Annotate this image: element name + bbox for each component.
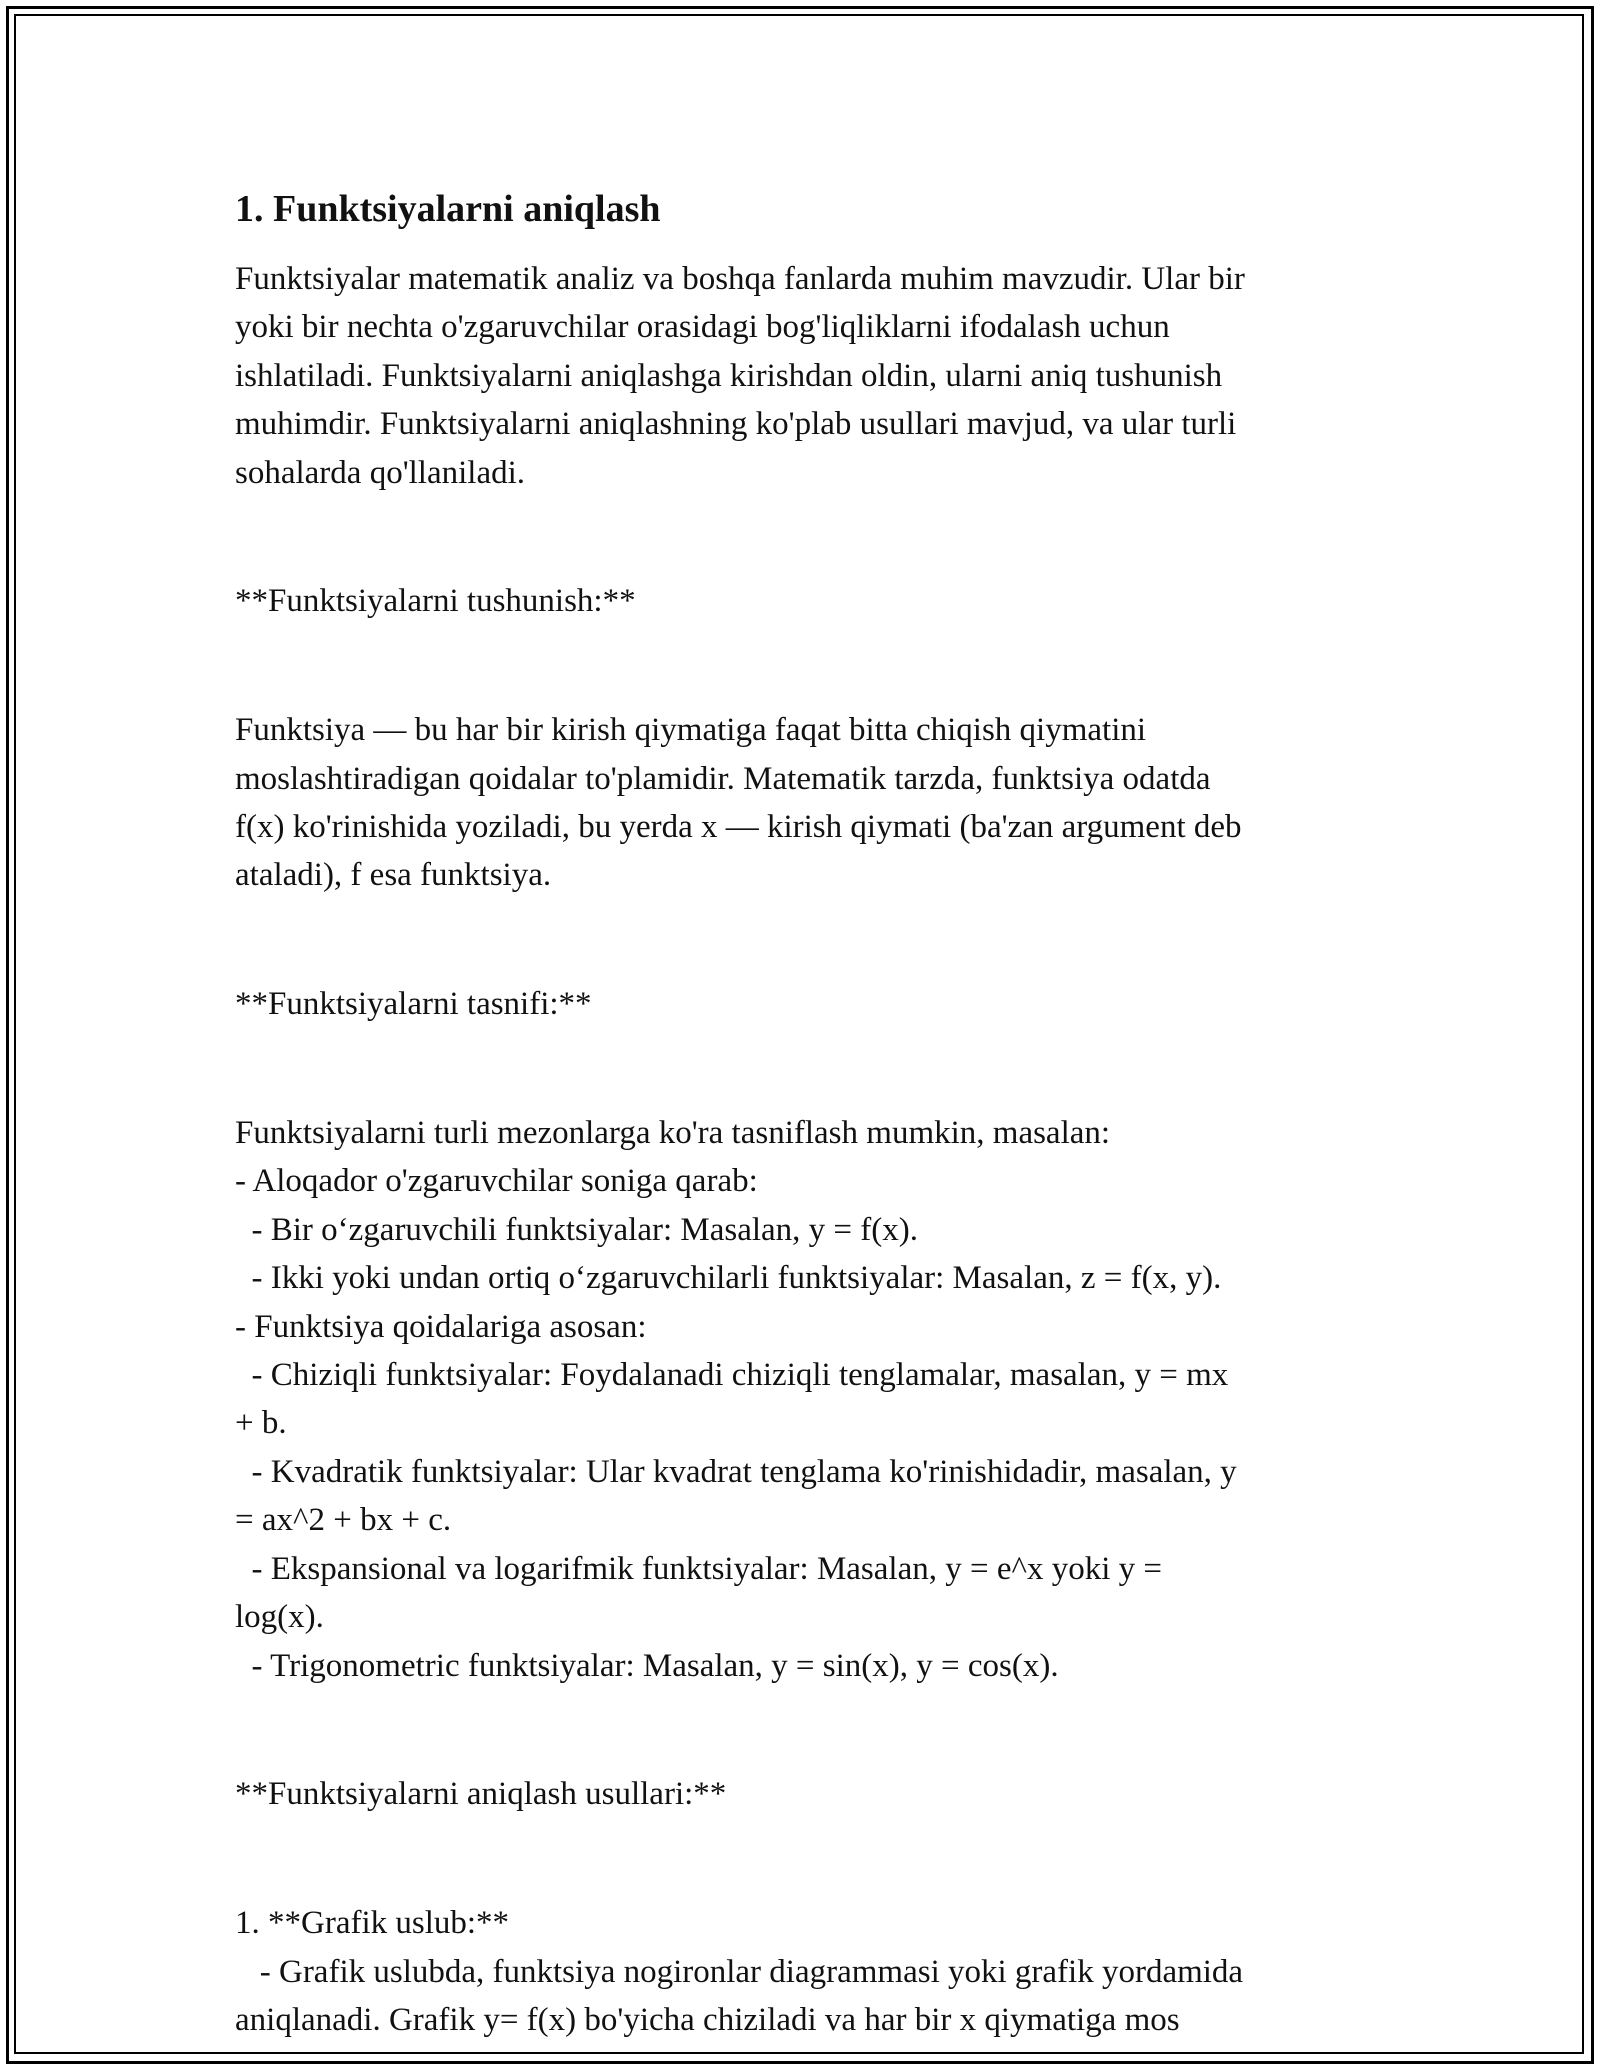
text-line: f(x) ko'rinishida yoziladi, bu yerda x — kirish qiymati (ba'zan argument deb: [235, 809, 1242, 846]
document-body: [235, 185, 1365, 2044]
text-line: [235, 1045, 1365, 1093]
text-line: - Ikki yoki undan ortiq o‘zgaruvchilarli funktsiyalar: Masalan, z = f(x, y).: [235, 1260, 1222, 1297]
text-line: - Bir o‘zgaruvchili funktsiyalar: Masalan, y = f(x).: [235, 1211, 918, 1248]
section-heading: 1. Funktsiyalarni aniqlash: [235, 188, 661, 230]
text-line: Funktsiyalarni turli mezonlarga ko'ra tasniflash mumkin, masalan:: [235, 1115, 1111, 1152]
text-line: ishlatiladi. Funktsiyalarni aniqlashga kirishdan oldin, ularni aniq tushunish: [235, 357, 1223, 394]
text-line: 1. **Grafik uslub:**: [235, 1905, 510, 1942]
text-line: log(x).: [235, 1599, 324, 1636]
text-line: Funktsiya — bu har bir kirish qiymatiga faqat bitta chiqish qiymatini: [235, 712, 1147, 749]
text-line: - Ekspansional va logarifmik funktsiyalar: Masalan, y = e^x yoki y =: [235, 1550, 1163, 1587]
text-line: - Trigonometric funktsiyalar: Masalan, y = sin(x), y = cos(x).: [235, 1647, 1059, 1684]
text-line: + b.: [235, 1405, 287, 1442]
text-line: **Funktsiyalarni tasnifi:**: [235, 986, 592, 1023]
text-line: muhimdir. Funktsiyalarni aniqlashning ko'plab usullari mavjud, va ular turli: [235, 406, 1237, 443]
text-line: **Funktsiyalarni tushunish:**: [235, 583, 636, 620]
text-line: moslashtiradigan qoidalar to'plamidir. Matematik tarzda, funktsiya odatda: [235, 760, 1211, 797]
text-line: - Aloqador o'zgaruvchilar soniga qarab:: [235, 1163, 758, 1200]
text-line: [235, 1706, 1365, 1754]
text-line: Funktsiyalar matematik analiz va boshqa fanlarda muhim mavzudir. Ular bir: [235, 261, 1245, 297]
text-line: - Kvadratik funktsiyalar: Ular kvadrat tenglama ko'rinishidadir, masalan, y: [235, 1453, 1237, 1490]
text-line: yoki bir nechta o'zgaruvchilar orasidagi bog'liqliklarni ifodalash uchun: [235, 309, 1170, 346]
text-line: [235, 1835, 1365, 1883]
text-line: = ax^2 + bx + c.: [235, 1502, 452, 1539]
text-line: - Funktsiya qoidalariga asosan:: [235, 1308, 647, 1345]
text-line: [235, 916, 1365, 964]
text-line: [235, 642, 1365, 690]
text-line: [235, 513, 1365, 561]
text-line: - Grafik uslubda, funktsiya nogironlar diagrammasi yoki grafik yordamida: [235, 1953, 1244, 1990]
document-text: [235, 255, 1365, 2044]
text-line: **Funktsiyalarni aniqlash usullari:**: [235, 1776, 727, 1813]
text-line: sohalarda qo'llaniladi.: [235, 454, 526, 491]
text-line: - Chiziqli funktsiyalar: Foydalanadi chiziqli tenglamalar, masalan, y = mx: [235, 1357, 1229, 1394]
text-line: aniqlanadi. Grafik y= f(x) bo'yicha chiziladi va har bir x qiymatiga mos: [235, 2001, 1180, 2038]
text-line: ataladi), f esa funktsiya.: [235, 857, 552, 894]
